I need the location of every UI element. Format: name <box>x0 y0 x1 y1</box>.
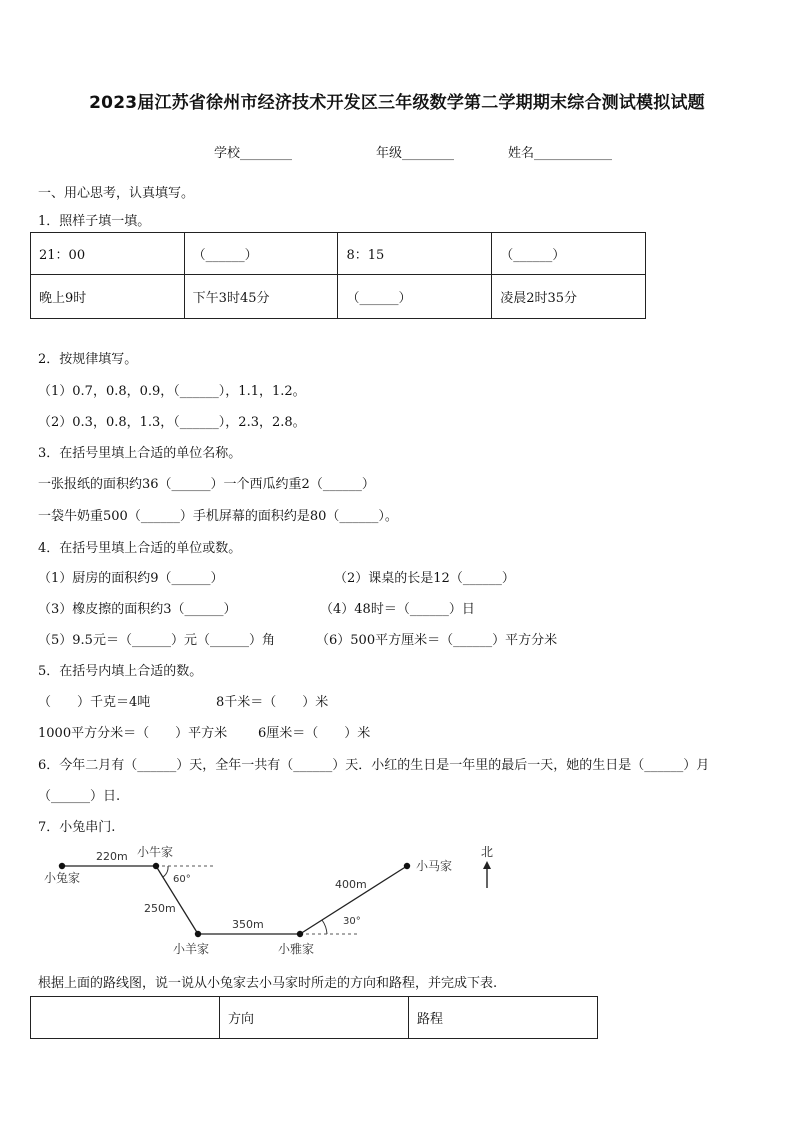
q1-title: 1．照样子填一填。 <box>38 214 151 229</box>
distance-sheep-goose: 350m <box>232 918 264 931</box>
q7-header-distance: 路程 <box>409 997 598 1039</box>
q5-item-3[interactable]: 1000平方分米＝（ ）平方米 <box>38 726 228 741</box>
q6-line-2[interactable]: （______）日. <box>38 789 121 804</box>
q3-line-2[interactable]: 一袋牛奶重500（______）手机屏幕的面积约是80（______）。 <box>38 509 398 524</box>
q1-table <box>30 232 646 319</box>
q1-cell: 凌晨2时35分 <box>492 275 646 319</box>
route-map <box>0 836 794 966</box>
q4-item-3[interactable]: （3）橡皮擦的面积约3（______） <box>38 602 237 617</box>
q1-cell: 8：15 <box>338 233 492 275</box>
q6-line-1[interactable]: 6．今年二月有（______）天，全年一共有（______）天．小红的生日是一年里的最后一天，她的生日是（______）月 <box>38 758 710 773</box>
north-arrowhead-icon <box>483 861 491 869</box>
label-horse: 小马家 <box>416 859 453 873</box>
q4-item-4[interactable]: （4）48时＝（______）日 <box>320 602 475 617</box>
q3-title: 3．在括号里填上合适的单位名称。 <box>38 446 242 461</box>
q4-item-1[interactable]: （1）厨房的面积约9（______） <box>38 571 224 586</box>
q4-item-2[interactable]: （2）课桌的长是12（______） <box>334 571 515 586</box>
q5-item-2[interactable]: 8千米＝（ ）米 <box>216 695 329 710</box>
q1-cell[interactable]: （______） <box>184 233 338 275</box>
q1-cell: 晚上9时 <box>31 275 185 319</box>
q1-cell: 21：00 <box>31 233 185 275</box>
page-title: 2023届江苏省徐州市经济技术开发区三年级数学第二学期期末综合测试模拟试题 <box>89 93 705 113</box>
q5-item-4[interactable]: 6厘米＝（ ）米 <box>258 726 371 741</box>
distance-rabbit-cow: 220m <box>96 850 128 863</box>
q7-answer-table <box>30 996 598 1039</box>
sheep-home-point <box>195 931 201 937</box>
angle-arc-cow <box>163 866 168 877</box>
q2-title: 2．按规律填写。 <box>38 352 138 367</box>
angle-label-cow: 60° <box>173 874 191 885</box>
q7-instruction: 根据上面的路线图，说一说从小兔家去小马家时所走的方向和路程，并完成下表. <box>38 976 498 991</box>
name-field[interactable]: 姓名____________ <box>508 146 613 161</box>
label-rabbit: 小兔家 <box>44 871 81 885</box>
cow-home-point <box>153 863 159 869</box>
distance-goose-horse: 400m <box>335 878 367 891</box>
q1-cell[interactable]: （______） <box>338 275 492 319</box>
q1-cell: 下午3时45分 <box>184 275 338 319</box>
distance-cow-sheep: 250m <box>144 902 176 915</box>
label-goose: 小雅家 <box>278 942 315 956</box>
horse-home-point <box>404 863 410 869</box>
q7-header-blank <box>31 997 220 1039</box>
q5-title: 5．在括号内填上合适的数。 <box>38 664 203 679</box>
goose-home-point <box>297 931 303 937</box>
north-label: 北 <box>481 845 494 859</box>
school-field[interactable]: 学校________ <box>214 146 293 161</box>
q7-header-direction: 方向 <box>220 997 409 1039</box>
grade-field[interactable]: 年级________ <box>376 146 455 161</box>
q4-item-6[interactable]: （6）500平方厘米＝（______）平方分米 <box>316 633 558 648</box>
q1-cell[interactable]: （______） <box>492 233 646 275</box>
q5-item-1[interactable]: （ ）千克＝4吨 <box>38 695 151 710</box>
q3-line-1[interactable]: 一张报纸的面积约36（______）一个西瓜约重2（______） <box>38 477 375 492</box>
label-cow: 小牛家 <box>137 845 174 859</box>
section-1-heading: 一、用心思考，认真填写。 <box>38 186 195 201</box>
q2-line-2[interactable]: （2）0.3，0.8，1.3，（______），2.3，2.8。 <box>38 415 306 430</box>
angle-arc-goose <box>322 920 327 934</box>
q7-title: 7．小兔串门. <box>38 820 116 835</box>
angle-label-goose: 30° <box>343 916 361 927</box>
q2-line-1[interactable]: （1）0.7，0.8，0.9，（______），1.1，1.2。 <box>38 384 306 399</box>
rabbit-home-point <box>59 863 65 869</box>
q4-title: 4．在括号里填上合适的单位或数。 <box>38 541 242 556</box>
q4-item-5[interactable]: （5）9.5元＝（______）元（______）角 <box>38 633 275 648</box>
label-sheep: 小羊家 <box>173 942 210 956</box>
